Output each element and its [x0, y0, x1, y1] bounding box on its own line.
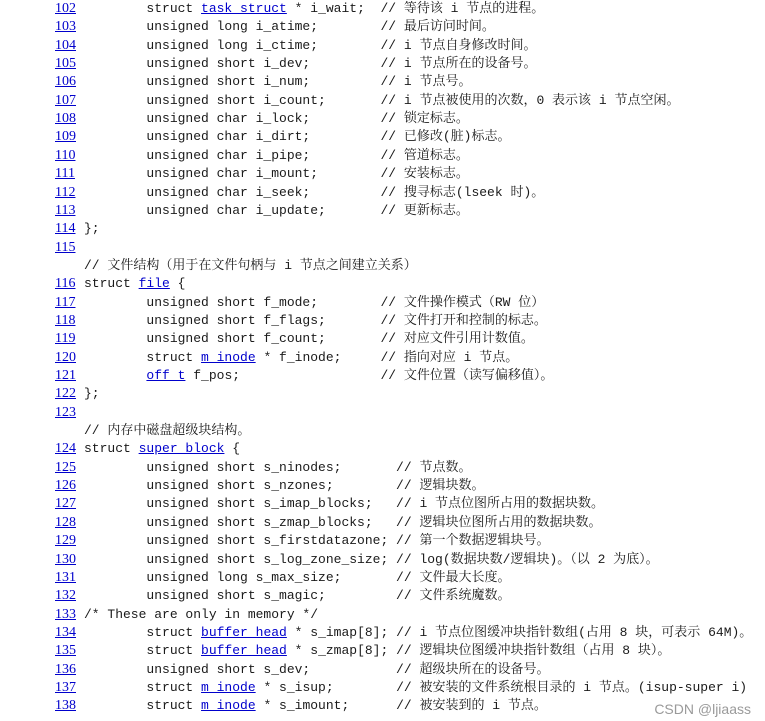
code-line [0, 440, 765, 458]
line-number-link[interactable]: 111 [55, 166, 75, 182]
line-number-link[interactable]: 107 [55, 92, 76, 108]
code-line [0, 37, 765, 55]
line-number-link[interactable]: 110 [55, 147, 76, 163]
csdn-watermark: CSDN @ljiaass [654, 701, 751, 717]
code-text: struct file { [84, 276, 186, 292]
code-line [0, 55, 765, 73]
line-number-link[interactable]: 123 [55, 404, 76, 420]
code-text: unsigned short s_nzones; // 逻辑块数。 [84, 478, 485, 494]
code-line [0, 587, 765, 605]
line-number-link[interactable]: 135 [55, 643, 76, 659]
code-text: struct m_inode * s_isup; // 被安装的文件系统根目录的 i 节点。(isup-super i) [84, 679, 748, 695]
code-text: /* These are only in memory */ [84, 606, 319, 622]
line-number-link[interactable]: 130 [55, 551, 76, 567]
code-text: }; [84, 221, 100, 237]
code-text: unsigned short s_magic; // 文件系统魔数。 [84, 588, 511, 604]
code-line [0, 349, 765, 367]
code-line [0, 92, 765, 110]
line-number-link[interactable]: 126 [55, 478, 76, 494]
code-line [0, 459, 765, 477]
code-line [0, 697, 765, 715]
code-text: struct m_inode * s_imount; // 被安装到的 i 节点。 [84, 698, 547, 714]
code-text: unsigned char i_update; // 更新标志。 [84, 202, 469, 218]
type-link[interactable]: super_block [138, 441, 225, 457]
type-link[interactable]: buffer_head [201, 624, 287, 640]
code-text: unsigned short s_ninodes; // 节点数。 [84, 459, 472, 475]
line-number-link[interactable]: 105 [55, 56, 76, 72]
code-line [0, 184, 765, 202]
line-number-link[interactable]: 103 [55, 19, 76, 35]
type-link[interactable]: m_inode [201, 698, 256, 714]
type-link[interactable]: buffer_head [201, 643, 287, 659]
code-text: unsigned long i_ctime; // i 节点自身修改时间。 [84, 37, 537, 53]
line-number-link[interactable]: 104 [55, 37, 76, 53]
code-line [0, 624, 765, 642]
code-text: struct m_inode * f_inode; // 指向对应 i 节点。 [84, 349, 519, 365]
line-number-link[interactable]: 128 [55, 514, 76, 530]
code-text: // 内存中磁盘超级块结构。 [84, 423, 251, 439]
code-text: unsigned short f_count; // 对应文件引用计数值。 [84, 331, 534, 347]
code-line [0, 147, 765, 165]
code-text: }; [84, 386, 100, 402]
line-number-link[interactable]: 122 [55, 386, 76, 402]
code-line [0, 477, 765, 495]
code-text: struct buffer_head * s_imap[8]; // i 节点位图缓冲块指针数组(占用 8 块，可表示 64M)。 [84, 624, 753, 640]
code-line [0, 257, 765, 275]
line-number-link[interactable]: 116 [55, 276, 76, 292]
line-number-link[interactable]: 132 [55, 588, 76, 604]
line-number-link[interactable]: 134 [55, 624, 76, 640]
line-number-link[interactable]: 114 [55, 221, 76, 237]
type-link[interactable]: task_struct [201, 1, 287, 16]
line-number-link[interactable]: 121 [55, 368, 76, 383]
line-number-link[interactable]: 106 [55, 74, 76, 90]
code-line [0, 661, 765, 679]
line-number-link[interactable]: 115 [55, 239, 76, 255]
type-link[interactable]: m_inode [201, 679, 256, 695]
code-text: unsigned char i_lock; // 锁定标志。 [84, 111, 469, 127]
code-text: unsigned long i_atime; // 最后访问时间。 [84, 19, 495, 35]
code-text: unsigned char i_pipe; // 管道标志。 [84, 147, 469, 163]
line-number-link[interactable]: 120 [55, 349, 76, 365]
line-number-link[interactable]: 133 [55, 606, 76, 622]
code-line [0, 128, 765, 146]
code-text: unsigned short f_flags; // 文件打开和控制的标志。 [84, 312, 547, 328]
code-line [0, 495, 765, 513]
line-number-link[interactable]: 124 [55, 441, 76, 457]
line-number-link[interactable]: 109 [55, 129, 76, 145]
line-number-link[interactable]: 118 [55, 312, 76, 328]
code-text: unsigned short i_count; // i 节点被使用的次数，0 表示该 i 节点空闲。 [84, 92, 680, 108]
code-text: unsigned long s_max_size; // 文件最大长度。 [84, 569, 511, 585]
code-line [0, 514, 765, 532]
code-text: struct task_struct * i_wait; // 等待该 i 节点的进程。 [84, 1, 545, 16]
code-line [0, 606, 765, 624]
code-text: // 文件结构（用于在文件句柄与 i 节点之间建立关系） [84, 257, 417, 273]
code-line [0, 404, 765, 422]
code-line [0, 294, 765, 312]
code-text: unsigned char i_mount; // 安装标志。 [84, 166, 469, 182]
code-line [0, 220, 765, 238]
code-text: struct buffer_head * s_zmap[8]; // 逻辑块位图缓冲块指针数组（占用 8 块）。 [84, 643, 671, 659]
line-number-link[interactable]: 102 [55, 1, 76, 16]
code-text: unsigned short i_dev; // i 节点所在的设备号。 [84, 56, 537, 72]
code-text: unsigned char i_seek; // 搜寻标志(lseek 时)。 [84, 184, 545, 200]
line-number-link[interactable]: 131 [55, 569, 76, 585]
code-line [0, 422, 765, 440]
line-number-link[interactable]: 119 [55, 331, 76, 347]
line-number-link[interactable]: 127 [55, 496, 76, 512]
code-text: unsigned short s_firstdatazone; // 第一个数据逻辑块号。 [84, 533, 550, 549]
code-line [0, 239, 765, 257]
line-number-link[interactable]: 112 [55, 184, 76, 200]
code-line [0, 18, 765, 36]
code-text: unsigned short s_zmap_blocks; // 逻辑块位图所占用的数据块数。 [84, 514, 602, 530]
type-link[interactable]: m_inode [201, 349, 256, 365]
code-text: off_t f_pos; // 文件位置（读写偏移值）。 [146, 368, 554, 383]
line-number-link[interactable]: 117 [55, 294, 76, 310]
line-number-link[interactable]: 125 [55, 459, 76, 475]
code-text: unsigned short s_log_zone_size; // log(数据块数/逻辑块)。（以 2 为底）。 [84, 551, 659, 567]
code-line [0, 165, 765, 183]
code-text: struct super_block { [84, 441, 241, 457]
code-line [0, 0, 765, 18]
code-text: unsigned short s_imap_blocks; // i 节点位图所占用的数据块数。 [84, 496, 605, 512]
code-text: unsigned char i_dirt; // 已修改(脏)标志。 [84, 129, 511, 145]
code-line [0, 330, 765, 348]
line-number-link[interactable]: 138 [55, 698, 76, 714]
code-line [0, 642, 765, 660]
line-number-link[interactable]: 136 [55, 661, 76, 677]
code-line [0, 569, 765, 587]
code-line [0, 679, 765, 697]
code-line [0, 312, 765, 330]
line-number-link[interactable]: 113 [55, 202, 76, 218]
type-link[interactable]: off_t [146, 368, 186, 383]
code-line [0, 110, 765, 128]
code-text: unsigned short i_num; // i 节点号。 [84, 74, 472, 90]
code-line [0, 367, 765, 385]
type-link[interactable]: file [138, 276, 170, 292]
code-line [0, 275, 765, 293]
code-line [0, 385, 765, 403]
line-number-link[interactable]: 108 [55, 111, 76, 127]
code-line [0, 202, 765, 220]
code-line [0, 532, 765, 550]
line-number-link[interactable]: 137 [55, 679, 76, 695]
code-text: unsigned short s_dev; // 超级块所在的设备号。 [84, 661, 550, 677]
line-number-link[interactable]: 129 [55, 533, 76, 549]
code-line [0, 551, 765, 569]
code-line [0, 73, 765, 91]
code-text: unsigned short f_mode; // 文件操作模式（RW 位） [84, 294, 545, 310]
